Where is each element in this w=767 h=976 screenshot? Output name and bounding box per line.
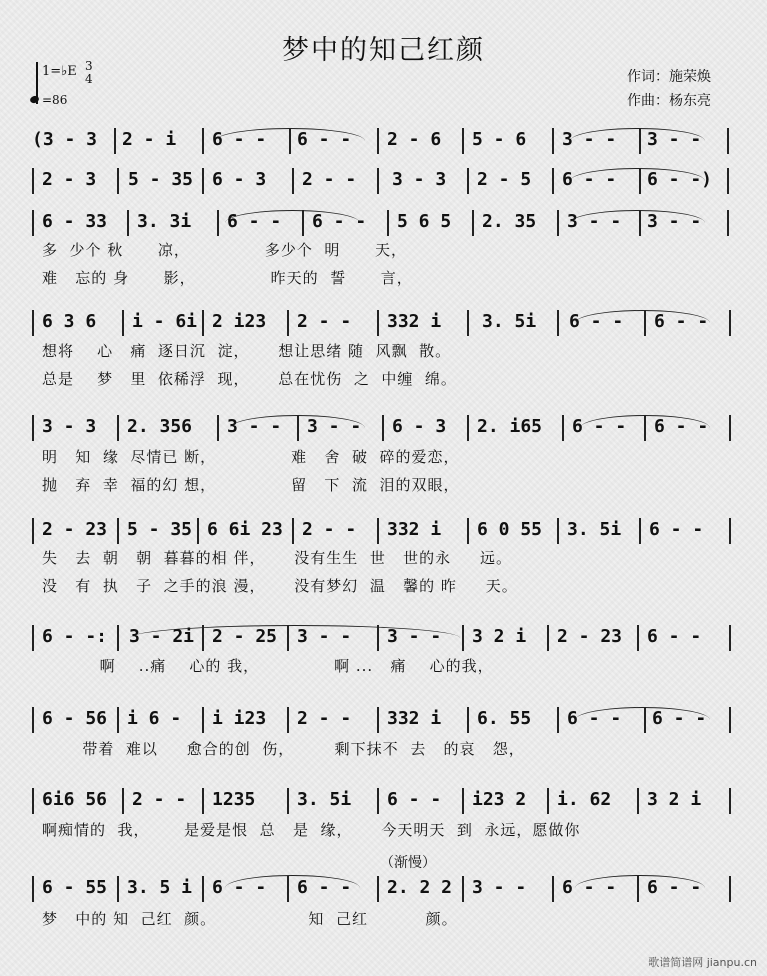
measure-notes: 2 - 23 (557, 626, 623, 647)
measure-notes: 6i6 56 (42, 789, 108, 810)
barline (729, 876, 731, 902)
measure-notes: 3. 3i (137, 211, 192, 232)
barline (127, 210, 129, 236)
measure-notes: 6 - - (649, 519, 704, 540)
barline (32, 415, 34, 441)
barline (467, 707, 469, 733)
measure-notes: 2. 2 2 (387, 877, 453, 898)
barline (467, 168, 469, 194)
measure-notes: i23 2 (472, 789, 527, 810)
measure-notes: 3. 5i (482, 311, 537, 332)
measure-notes: 3 - - (647, 129, 702, 150)
measure-notes: 6 - - (562, 169, 617, 190)
composer: 作曲：杨东亮 (627, 93, 711, 109)
measure-notes: 2. i65 (477, 416, 543, 437)
barline (727, 210, 729, 236)
lyric-line: 明 知 缘 尽情已 断， 难 舍 破 碎的爱恋， (42, 448, 460, 466)
barline (117, 876, 119, 902)
barline (122, 310, 124, 336)
barline (462, 625, 464, 651)
barline (557, 518, 559, 544)
barline (467, 310, 469, 336)
barline (32, 168, 34, 194)
barline (472, 210, 474, 236)
barline (729, 707, 731, 733)
barline (377, 788, 379, 814)
measure-notes: 2 - 25 (212, 626, 278, 647)
barline (547, 625, 549, 651)
barline (557, 310, 559, 336)
lyric-line: 带着 难以 愈合的创 伤， 剩下抹不 去 的哀 怨， (42, 740, 525, 758)
measure-notes: 6 - - (212, 877, 267, 898)
barline (552, 876, 554, 902)
barline (117, 625, 119, 651)
measure-notes: 6 - -: (42, 626, 108, 647)
measure-notes: 6 - - (654, 416, 709, 437)
watermark: 歌谱简谱网 jianpu.cn (648, 956, 757, 969)
barline (727, 128, 729, 154)
barline (552, 168, 554, 194)
lyric-line: 啊 ..痛 心的 我， 啊 ... 痛 心的我， (42, 657, 494, 675)
measure-notes: 2 - - (132, 789, 187, 810)
lyric-line: 没 有 执 子 之手的浪 漫， 没有梦幻 温 馨的 昨 天。 (42, 577, 518, 595)
measure-notes: 3 - 3 (392, 169, 447, 190)
barline (639, 518, 641, 544)
measure-notes: 6 - - (569, 311, 624, 332)
barline (32, 625, 34, 651)
measure-notes: 6 - - (297, 129, 352, 150)
lyric-line: 失 去 朝 朝 暮暮的相 伴， 没有生生 世 世的永 远。 (42, 549, 512, 567)
key-eq: 1=♭E (42, 64, 77, 79)
measure-notes: 5 - 35 (128, 169, 194, 190)
measure-notes: 6 - 3 (212, 169, 267, 190)
measure-notes: 6 - 56 (42, 708, 108, 729)
measure-notes: 6 - - (562, 877, 617, 898)
barline (729, 788, 731, 814)
barline (32, 707, 34, 733)
barline (727, 168, 729, 194)
measure-notes: 3 - - (562, 129, 617, 150)
measure-notes: 6 0 55 (477, 519, 543, 540)
barline (377, 707, 379, 733)
measure-notes: 6 - 3 (392, 416, 447, 437)
measure-notes: 2 - - (302, 519, 357, 540)
lyric-line: 抛 弃 幸 福的幻 想， 留 下 流 泪的双眼， (42, 476, 460, 494)
barline (637, 788, 639, 814)
measure-notes: 3 - - (297, 626, 352, 647)
time-signature: 3 4 (85, 59, 93, 86)
barline (217, 210, 219, 236)
measure-notes: 6 - - (647, 626, 702, 647)
barline (377, 518, 379, 544)
measure-notes: 6. 55 (477, 708, 532, 729)
barline (117, 168, 119, 194)
measure-notes: 3 - - (647, 211, 702, 232)
measure-notes: 6 - 55 (42, 877, 108, 898)
measure-notes: 6 - - (654, 311, 709, 332)
measure-notes: 6 - - (312, 211, 367, 232)
measure-notes: 2. 35 (482, 211, 537, 232)
measure-notes: 6 - -) (647, 169, 713, 190)
measure-notes: 6 - - (572, 416, 627, 437)
barline (202, 876, 204, 902)
barline (32, 518, 34, 544)
measure-notes: i - 6i (132, 311, 198, 332)
barline (117, 707, 119, 733)
measure-notes: 2 - 3 (42, 169, 97, 190)
measure-notes: i. 62 (557, 789, 612, 810)
lyric-line: 难 忘的 身 影， 昨天的 誓 言， (42, 269, 413, 287)
key-signature (30, 58, 110, 110)
barline (202, 168, 204, 194)
barline (117, 415, 119, 441)
measure-notes: 3. 5 i (127, 877, 193, 898)
notation-row (32, 785, 744, 815)
measure-notes: i i23 (212, 708, 267, 729)
measure-notes: 2 - - (302, 169, 357, 190)
barline (462, 876, 464, 902)
measure-notes: 3 - - (307, 416, 362, 437)
barline (462, 128, 464, 154)
notation-row (32, 515, 744, 545)
measure-notes: 3 2 i (472, 626, 527, 647)
barline (467, 415, 469, 441)
measure-notes: 332 i (387, 311, 442, 332)
measure-notes: 6 - - (652, 708, 707, 729)
measure-notes: 6 - - (297, 877, 352, 898)
measure-notes: i 6 - (127, 708, 182, 729)
measure-notes: 6 - - (212, 129, 267, 150)
measure-notes: 3 - 2i (129, 626, 195, 647)
barline (122, 788, 124, 814)
barline (114, 128, 116, 154)
measure-notes: 3 - - (387, 626, 442, 647)
barline (202, 128, 204, 154)
barline (287, 707, 289, 733)
measure-notes: 3. 5i (567, 519, 622, 540)
tempo-marking: （渐慢） (380, 855, 436, 871)
measure-notes: 2 - 6 (387, 129, 442, 150)
barline (467, 518, 469, 544)
measure-notes: 6 - - (227, 211, 282, 232)
barline (287, 788, 289, 814)
lyric-line: 啊痴情的 我， 是爱是恨 总 是 缘， 今天明天 到 永远，愿做你 (42, 821, 581, 839)
quarter-note-icon (29, 95, 40, 105)
measure-notes: 3 - - (472, 877, 527, 898)
measure-notes: 6 - - (567, 708, 622, 729)
measure-notes: 1235 (212, 789, 256, 810)
barline (557, 210, 559, 236)
barline (32, 310, 34, 336)
measure-notes: 332 i (387, 519, 442, 540)
barline (377, 128, 379, 154)
barline (562, 415, 564, 441)
measure-notes: 3 2 i (647, 789, 702, 810)
barline (462, 788, 464, 814)
barline (202, 788, 204, 814)
barline (557, 707, 559, 733)
barline (377, 168, 379, 194)
measure-notes: 3 - - (227, 416, 282, 437)
lyric-line: 总是 梦 里 依稀浮 现， 总在忧伤 之 中缠 绵。 (42, 370, 457, 388)
lyric-line: 想将 心 痛 逐日沉 淀， 想让思绪 随 风飘 散。 (42, 342, 452, 360)
barline (382, 415, 384, 441)
lyricist: 作词：施荣焕 (627, 69, 711, 85)
barline (292, 518, 294, 544)
measure-notes: 3. 5i (297, 789, 352, 810)
barline (552, 128, 554, 154)
measure-notes: 6 - - (387, 789, 442, 810)
tempo-value: =86 (42, 93, 68, 107)
measure-notes: 2 - 5 (477, 169, 532, 190)
measure-notes: 5 6 5 (397, 211, 452, 232)
measure-notes: 2 - - (297, 311, 352, 332)
barline (729, 625, 731, 651)
measure-notes: 2 - i (122, 129, 177, 150)
barline (287, 310, 289, 336)
measure-notes: 6 3 6 (42, 311, 97, 332)
barline (729, 310, 731, 336)
measure-notes: 2. 356 (127, 416, 193, 437)
barline (32, 876, 34, 902)
measure-notes: 5 - 6 (472, 129, 527, 150)
barline (729, 415, 731, 441)
barline (292, 168, 294, 194)
measure-notes: 6 - 33 (42, 211, 108, 232)
barline (729, 518, 731, 544)
measure-notes: 2 - - (297, 708, 352, 729)
barline (377, 310, 379, 336)
barline (547, 788, 549, 814)
barline (32, 210, 34, 236)
barline (197, 518, 199, 544)
measure-notes: 332 i (387, 708, 442, 729)
measure-notes: 5 - 35 (127, 519, 193, 540)
measure-notes: 3 - - (567, 211, 622, 232)
measure-notes: 2 i23 (212, 311, 267, 332)
measure-notes: 3 - 3 (42, 416, 97, 437)
measure-notes: 2 - 23 (42, 519, 108, 540)
lyric-line: 梦 中的 知 己红 颜。 知 己红 颜。 (42, 910, 458, 928)
barline (217, 415, 219, 441)
barline (377, 876, 379, 902)
barline (637, 625, 639, 651)
measure-notes: 6 6i 23 (207, 519, 283, 540)
barline (117, 518, 119, 544)
barline (202, 310, 204, 336)
lyric-line: 多 少个 秋 凉， 多少个 明 天， (42, 241, 408, 259)
song-title: 梦中的知己红颜 (282, 35, 485, 66)
barline (387, 210, 389, 236)
measure-notes: 6 - - (647, 877, 702, 898)
barline (32, 788, 34, 814)
measure-notes: (3 - 3 (32, 129, 98, 150)
barline (202, 707, 204, 733)
